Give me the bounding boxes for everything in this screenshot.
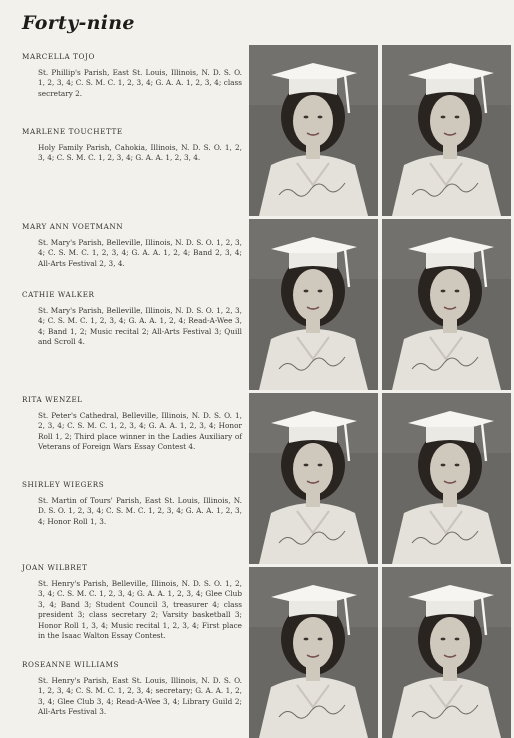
portrait-drawing bbox=[382, 393, 511, 564]
student-activities: St. Mary's Parish, Belleville, Illinois, N. D. S. O. 1, 2, 3, 4; C. S. M. C. 1, 2, 3, 4; G. A. A. 1, 2, 4; Band 2, 3, 4; All-Arts Festival 2, 3, 4. bbox=[38, 238, 242, 268]
student-activities: St. Henry's Parish, Belleville, Illinois, N. D. S. O. 1, 2, 3, 4; C. S. M. C. 1, 2, 3, 4; G. A. A. 1, 2, 3, 4; Glee Club 3, 4; Band 3; Student Council 3, treasurer 4; class president 3; class secretary 2; Varsity basketball 3; Honor Roll 1, 3, 4; Music recital 1, 2, 3, 4; First place in the Isaac Walton Essay Contest. bbox=[38, 579, 242, 641]
student-name: MARY ANN VOETMANN bbox=[22, 222, 124, 231]
student-name: ROSEANNE WILLIAMS bbox=[22, 660, 120, 669]
student-activities: St. Phillip's Parish, East St. Louis, Illinois, N. D. S. O. 1, 2, 3, 4; C. S. M. C. 1, 2, 3, 4; G. A. A. 1, 2, 3, 4; class secretary 2. bbox=[38, 68, 242, 98]
student-activities: St. Mary's Parish, Belleville, Illinois, N. D. S. O. 1, 2, 3, 4; C. S. M. C. 1, 2, 3, 4; G. A. A. 1, 2, 4; Read-A-Wee 3, 4; Band 1, 2; Music recital 2; All-Arts Festival 3; Quill and Scroll 4. bbox=[38, 306, 242, 347]
student-entry bbox=[22, 127, 242, 164]
student-entry bbox=[22, 480, 242, 527]
student-entry bbox=[22, 52, 242, 99]
student-activities: St. Martin of Tours' Parish, East St. Louis, Illinois, N. D. S. O. 1, 2, 3, 4; C. S. M. C. 1, 2, 3, 4; G. A. A. 1, 2, 3, 4; Honor Roll 1, 3. bbox=[38, 496, 242, 526]
student-text-column bbox=[0, 0, 246, 733]
portrait-drawing bbox=[249, 393, 378, 564]
portrait-photo bbox=[249, 45, 378, 216]
student-entry bbox=[22, 563, 242, 641]
portrait-drawing bbox=[382, 45, 511, 216]
portrait-photo bbox=[382, 45, 511, 216]
student-entry bbox=[22, 395, 242, 453]
portrait-photo bbox=[249, 393, 378, 564]
portrait-photo bbox=[382, 567, 511, 738]
portrait-drawing bbox=[382, 219, 511, 390]
portrait-photo bbox=[382, 393, 511, 564]
student-name: CATHIE WALKER bbox=[22, 290, 95, 299]
student-name: SHIRLEY WIEGERS bbox=[22, 480, 105, 489]
student-activities: St. Henry's Parish, East St. Louis, Illinois, N. D. S. O. 1, 2, 3, 4; C. S. M. C. 1, 2, 3, 4; secretary; G. A. A. 1, 2, 3, 4; Glee Club 3, 4; Read-A-Wee 3, 4; Library Guild 2; All-Arts Festival 3. bbox=[38, 676, 242, 717]
student-name: JOAN WILBRET bbox=[22, 563, 88, 572]
student-activities: St. Peter's Cathedral, Belleville, Illinois, N. D. S. O. 1, 2, 3, 4; C. S. M. C. 1, 2, 3, 4; G. A. A. 1, 2, 3, 4; Honor Roll 1, 2; Third place winner in the Ladies Auxiliary of Veterans of Foreign Wars Essay Contest 4. bbox=[38, 411, 242, 452]
portrait-grid bbox=[249, 45, 511, 733]
page-title: Forty-nine bbox=[22, 12, 135, 34]
portrait-photo bbox=[382, 219, 511, 390]
student-name: MARLENE TOUCHETTE bbox=[22, 127, 123, 136]
student-name: RITA WENZEL bbox=[22, 395, 83, 404]
student-name: MARCELLA TOJO bbox=[22, 52, 95, 61]
portrait-drawing bbox=[382, 567, 511, 738]
portrait-drawing bbox=[249, 219, 378, 390]
portrait-drawing bbox=[249, 567, 378, 738]
portrait-photo bbox=[249, 219, 378, 390]
student-entry bbox=[22, 222, 242, 269]
portrait-drawing bbox=[249, 45, 378, 216]
student-entry bbox=[22, 290, 242, 348]
student-activities: Holy Family Parish, Cahokia, Illinois, N. D. S. O. 1, 2, 3, 4; C. S. M. C. 1, 2, 3, 4; G. A. A. 1, 2, 3, 4. bbox=[38, 143, 242, 163]
student-entry bbox=[22, 660, 242, 718]
portrait-photo bbox=[249, 567, 378, 738]
